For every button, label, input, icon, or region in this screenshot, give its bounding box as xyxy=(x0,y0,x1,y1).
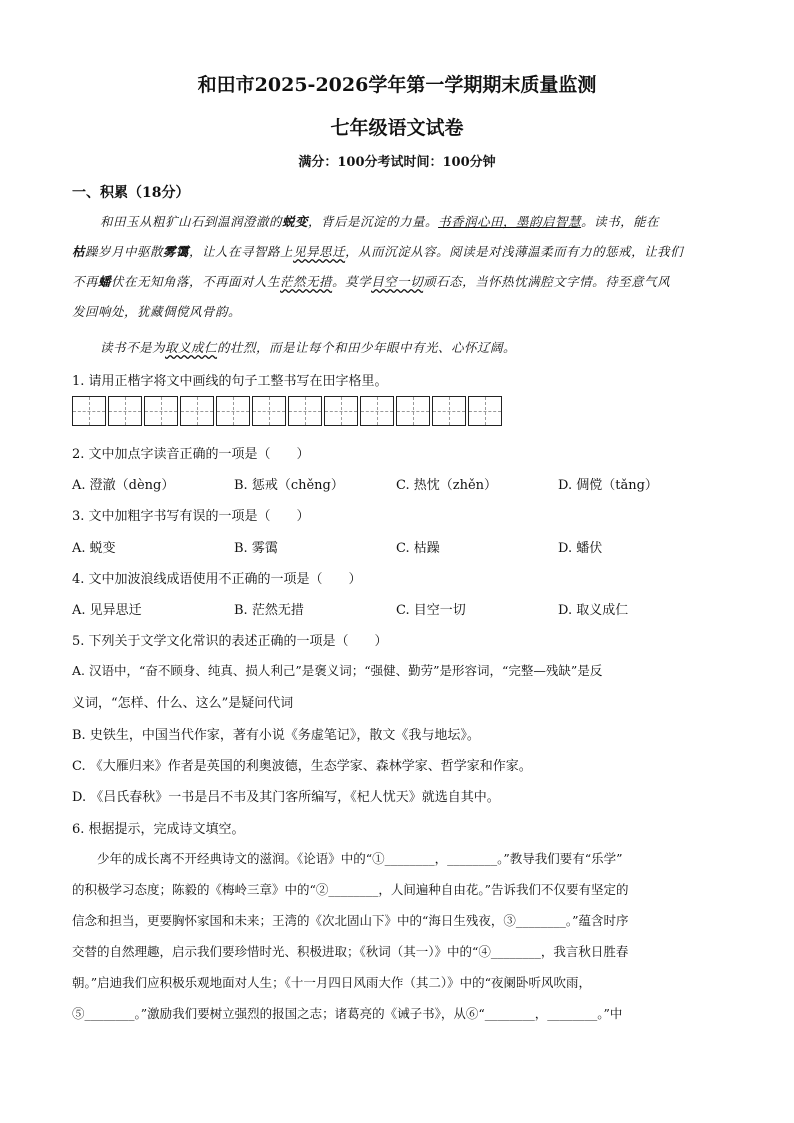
tianzige-cell[interactable] xyxy=(72,396,106,426)
passage-text: ，从而沉淀从容。阅读是对浅薄温柔而有力的惩戒，让我们 xyxy=(345,244,684,259)
question-1: 1. 请用正楷字将文中画线的句子工整书写在田字格里。 xyxy=(72,374,388,389)
tianzige-grid[interactable] xyxy=(72,396,504,426)
exam-subtitle: 七年级语文试卷 xyxy=(330,117,464,139)
tianzige-cell[interactable] xyxy=(144,396,178,426)
wavy-idiom-4: 取义成仁 xyxy=(165,340,218,355)
exam-title: 和田市2025-2026学年第一学期期末质量监测 xyxy=(197,74,597,96)
tianzige-cell[interactable] xyxy=(180,396,214,426)
tianzige-cell[interactable] xyxy=(432,396,466,426)
passage-line-2 xyxy=(72,242,683,260)
q4-option-b: B. 茫然无措 xyxy=(234,603,304,618)
question-5: 5. 下列关于文学文化常识的表述正确的一项是（ ） xyxy=(72,634,388,649)
q5-option-d: D. 《吕氏春秋》一书是吕不韦及其门客所编写，《杞人忧天》就选自其中。 xyxy=(72,790,500,805)
q5-option-c: C. 《大雁归来》作者是英国的利奥波德，生态学家、森林学家、哲学家和作家。 xyxy=(72,759,532,774)
q6-line-2: 的积极学习态度；陈毅的《梅岭三章》中的“②________，人间遍种自由花。”告诉我们不仅要有坚定的 xyxy=(72,882,629,897)
q5-option-b: B. 史铁生，中国当代作家，著有小说《务虚笔记》，散文《我与地坛》。 xyxy=(72,728,480,743)
passage-text: 顽石态，当怀热忱满腔文字情。待至意气风 xyxy=(423,274,671,289)
bold-char-pan: 蟠 xyxy=(98,274,112,289)
bold-char-ku: 枯 xyxy=(72,244,86,259)
tianzige-cell[interactable] xyxy=(288,396,322,426)
q3-option-a: A. 蜕变 xyxy=(72,541,116,556)
underlined-sentence: 书香润心田，墨韵启智慧 xyxy=(438,214,582,229)
q6-line-6: ⑤________。”激励我们要树立强烈的报国之志；诸葛亮的《诫子书》，从⑥“________，________。”中 xyxy=(72,1006,623,1021)
bold-word-wuai: 雾霭 xyxy=(163,244,190,259)
passage-text: 。读书，能在 xyxy=(581,214,660,229)
section-heading: 一、积累（18分） xyxy=(72,185,190,201)
q6-line-5: 朝。”启迪我们应积极乐观地面对人生；《十一月四日风雨大作（其二）》中的“夜阑卧听风吹雨， xyxy=(72,975,592,990)
passage-text: 伏在无知角落，不再面对人生 xyxy=(111,274,281,289)
passage-line-4: 发回响处，犹藏倜傥风骨韵。 xyxy=(72,304,242,319)
exam-info: 满分：100分考试时间：100分钟 xyxy=(298,155,496,170)
q4-option-d: D. 取义成仁 xyxy=(558,603,629,618)
q4-option-c: C. 目空一切 xyxy=(396,603,466,618)
tianzige-cell[interactable] xyxy=(216,396,250,426)
tianzige-cell[interactable] xyxy=(396,396,430,426)
passage-text: 读书不是为 xyxy=(100,340,166,355)
q2-option-a: A. 澄澈（dèng） xyxy=(72,478,175,493)
passage-text: ，让人在寻智路上 xyxy=(189,244,294,259)
passage-text: ，背后是沉淀的力量。 xyxy=(308,214,439,229)
passage-line-3 xyxy=(72,272,670,290)
q2-option-d: D. 倜傥（tǎng） xyxy=(558,478,658,493)
q6-line-3: 信念和担当，更要胸怀家国和未来；王湾的《次北固山下》中的“海日生残夜，③________。”蕴含时序 xyxy=(72,913,629,928)
wavy-idiom-3: 目空一切 xyxy=(371,274,424,289)
q3-option-c: C. 枯躁 xyxy=(396,541,440,556)
tianzige-cell[interactable] xyxy=(252,396,286,426)
q3-option-b: B. 雾霭 xyxy=(234,541,278,556)
bold-word-tuibian: 蜕变 xyxy=(282,214,309,229)
tianzige-cell[interactable] xyxy=(468,396,502,426)
tianzige-cell[interactable] xyxy=(360,396,394,426)
q2-option-c: C. 热忱（zhěn） xyxy=(396,478,498,493)
question-6: 6. 根据提示，完成诗文填空。 xyxy=(72,822,245,837)
q5-option-a-line1: A. 汉语中，“奋不顾身、纯真、损人利己”是褒义词；“强健、勤劳”是形容词，“完整—残缺”是反 xyxy=(72,663,603,678)
passage-line-5 xyxy=(100,338,516,356)
wavy-idiom-1: 见异思迁 xyxy=(293,244,346,259)
question-2: 2. 文中加点字读音正确的一项是（ ） xyxy=(72,447,310,462)
q6-line-4: 交替的自然理趣，启示我们要珍惜时光、积极进取；《秋词（其一）》中的“④________，我言秋日胜春 xyxy=(72,944,629,959)
question-4: 4. 文中加波浪线成语使用不正确的一项是（ ） xyxy=(72,572,362,587)
question-3: 3. 文中加粗字书写有误的一项是（ ） xyxy=(72,509,310,524)
passage-text: 和田玉从粗犷山石到温润澄澈的 xyxy=(100,214,283,229)
q5-option-a-line2: 义词，“怎样、什么、这么”是疑问代词 xyxy=(72,696,294,711)
q6-line-1: 少年的成长离不开经典诗文的滋润。《论语》中的“①________，________。”教导我们要有“乐学” xyxy=(72,851,623,866)
passage-text: 不再 xyxy=(72,274,99,289)
passage-text: 的壮烈，而是让每个和田少年眼中有光、心怀辽阔。 xyxy=(217,340,517,355)
q3-option-d: D. 蟠伏 xyxy=(558,541,603,556)
tianzige-cell[interactable] xyxy=(324,396,358,426)
passage-text: 躁岁月中驱散 xyxy=(85,244,164,259)
passage-text: 。莫学 xyxy=(332,274,372,289)
passage-line-1 xyxy=(100,212,659,230)
q2-option-b: B. 惩戒（chěng） xyxy=(234,478,344,493)
tianzige-cell[interactable] xyxy=(108,396,142,426)
wavy-idiom-2: 茫然无措 xyxy=(280,274,333,289)
q4-option-a: A. 见异思迁 xyxy=(72,603,142,618)
